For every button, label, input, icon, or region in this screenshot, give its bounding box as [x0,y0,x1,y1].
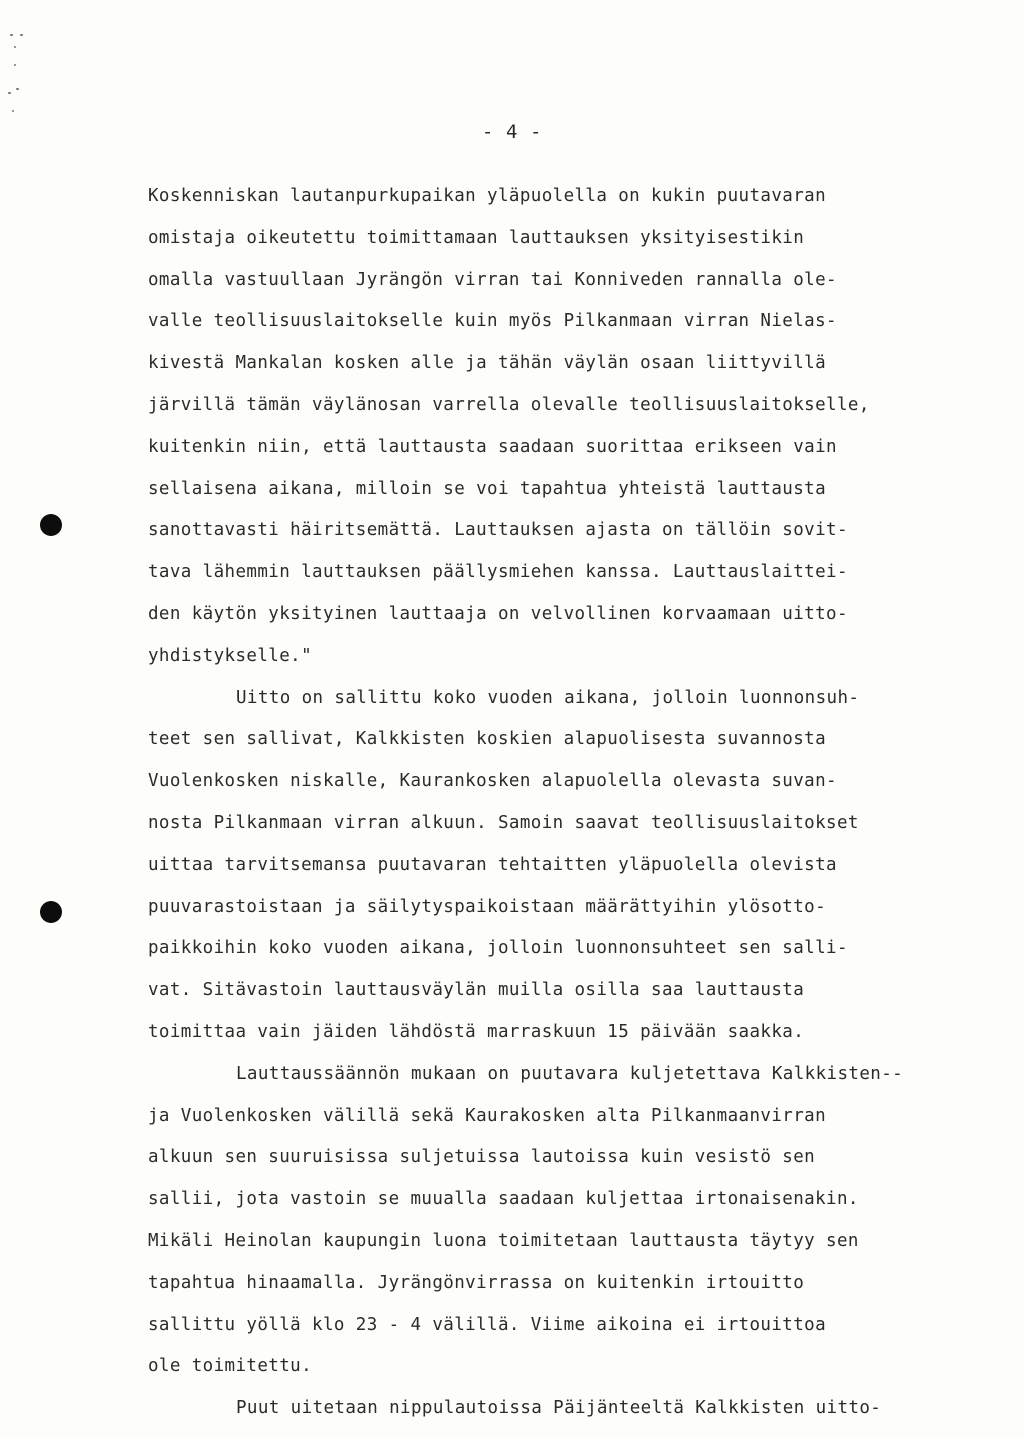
scan-speck [16,88,19,90]
text-line: teet sen sallivat, Kalkkisten koskien alapuolisesta suvannosta [148,729,827,750]
text-line: sanottavasti häiritsemättä. Lauttauksen ajasta on tällöin sovit- [148,520,848,541]
paragraph-start-line: Lauttaussäännön mukaan on puutavara kuljetettava Kalkkisten-- [236,1063,904,1084]
text-line: kivestä Mankalan kosken alle ja tähän väylän osaan liittyvillä [148,353,827,374]
text-line: kuitenkin niin, että lauttausta saadaan suorittaa erikseen vain [148,436,837,457]
scan-speck [12,110,14,112]
text-line: Mikäli Heinolan kaupungin luona toimitetaan lauttausta täytyy sen [148,1230,859,1251]
text-line: paikkoihin koko vuoden aikana, jolloin luonnonsuhteet sen salli- [148,938,848,959]
text-line: ole toimitettu. [148,1356,313,1377]
scan-speck [20,34,23,36]
text-line: sallittu yöllä klo 23 - 4 välillä. Viime aikoina ei irtouittoa [148,1314,827,1335]
text-line: tapahtua hinaamalla. Jyrängönvirrassa on kuitenkin irtouitto [148,1272,805,1293]
text-line: sallii, jota vastoin se muualla saadaan kuljettaa irtonaisenakin. [148,1189,859,1210]
page-number: - 4 - [481,121,543,143]
text-line: Vuolenkosken niskalle, Kaurankosken alapuolella olevasta suvan- [148,771,837,792]
text-line: uittaa tarvitsemansa puutavaran tehtaitten yläpuolella olevista [148,854,837,875]
text-line: toimittaa vain jäiden lähdöstä marraskuun 15 päivään saakka. [148,1021,805,1042]
scan-speck [8,92,11,94]
text-line: järvillä tämän väylänosan varrella olevalle teollisuuslaitokselle, [148,394,870,415]
text-line: puuvarastoistaan ja säilytyspaikoistaan määrättyihin ylösotto- [148,896,827,917]
paragraph-start-line: Puut uitetaan nippulautoissa Päijänteeltä Kalkkisten uitto- [236,1398,882,1419]
text-line: valle teollisuuslaitokselle kuin myös Pilkanmaan virran Nielas- [148,311,837,332]
scan-speck [14,64,16,66]
text-line: sellaisena aikana, milloin se voi tapahtua yhteistä lauttausta [148,478,827,499]
text-line: vat. Sitävastoin lauttausväylän muilla osilla saa lauttausta [148,980,805,1001]
punch-hole [40,514,62,536]
text-line: omistaja oikeutettu toimittamaan lauttauksen yksityisestikin [148,227,805,248]
punch-hole [40,901,62,923]
text-line: ja Vuolenkosken välillä sekä Kaurakosken alta Pilkanmaanvirran [148,1105,827,1126]
scan-speck [14,46,16,48]
body-text [148,176,988,1430]
text-line: yhdistykselle." [148,645,313,666]
text-line: Koskenniskan lautanpurkupaikan yläpuolella on kukin puutavaran [148,186,827,206]
text-line: den käytön yksityinen lauttaaja on velvollinen korvaamaan uitto- [148,603,848,624]
text-line: tava lähemmin lauttauksen päällysmiehen kanssa. Lauttauslaittei- [148,562,848,583]
text-line: omalla vastuullaan Jyrängön virran tai Konniveden rannalla ole- [148,269,837,290]
paragraph-start-line: Uitto on sallittu koko vuoden aikana, jolloin luonnonsuh- [236,687,860,708]
scan-speck [10,34,13,36]
text-line: nosta Pilkanmaan virran alkuun. Samoin saavat teollisuuslaitokset [148,812,859,833]
text-line: alkuun sen suuruisissa suljetuissa lautoissa kuin vesistö sen [148,1147,816,1168]
